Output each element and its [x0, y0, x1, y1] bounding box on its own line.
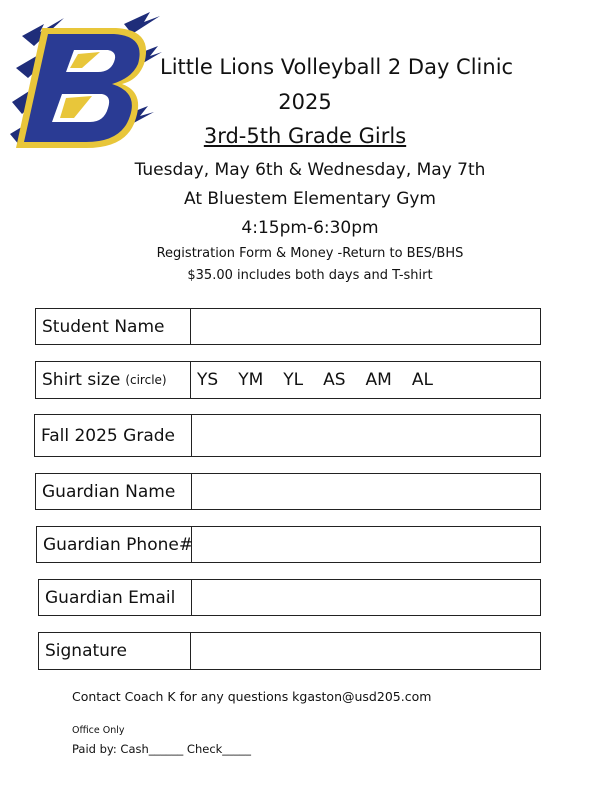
signature-label: Signature: [39, 633, 191, 669]
fall-grade-label: Fall 2025 Grade: [35, 415, 192, 456]
signature-field[interactable]: [191, 633, 540, 669]
size-option-ys[interactable]: YS: [197, 370, 219, 390]
bluestem-b-logo-icon: [4, 6, 164, 156]
student-name-row: [35, 308, 541, 345]
size-option-as[interactable]: AS: [323, 370, 346, 390]
size-option-am[interactable]: AM: [365, 370, 392, 390]
clinic-time: 4:15pm-6:30pm: [241, 218, 379, 238]
grade-heading: 3rd-5th Grade Girls: [203, 124, 407, 148]
shirt-size-row: [35, 361, 541, 399]
shirt-size-label-cell: [36, 362, 191, 398]
guardian-email-row: [38, 579, 541, 616]
registration-note: Registration Form & Money -Return to BES/BHS: [156, 246, 464, 261]
guardian-name-row: [35, 473, 541, 510]
fall-grade-field[interactable]: [192, 415, 540, 456]
office-only-label: Office Only: [72, 725, 125, 736]
guardian-phone-field[interactable]: [192, 527, 540, 562]
signature-row: [38, 632, 541, 670]
clinic-dates: Tuesday, May 6th & Wednesday, May 7th: [134, 160, 486, 180]
clinic-year: 2025: [278, 90, 332, 114]
guardian-email-label: Guardian Email: [39, 580, 192, 615]
size-option-al[interactable]: AL: [411, 370, 433, 390]
guardian-phone-label: Guardian Phone#: [37, 527, 192, 562]
guardian-phone-row: [36, 526, 541, 563]
shirt-size-label: Shirt size: [42, 370, 121, 390]
price-note: $35.00 includes both days and T-shirt: [187, 268, 433, 283]
paid-by-line: Paid by: Cash______ Check_____: [72, 742, 252, 756]
shirt-size-note: (circle): [125, 373, 167, 387]
contact-note: Contact Coach K for any questions kgaston@usd205.com: [72, 689, 432, 704]
guardian-email-field[interactable]: [192, 580, 540, 615]
clinic-location: At Bluestem Elementary Gym: [183, 189, 436, 209]
student-name-field[interactable]: [191, 309, 540, 344]
size-option-yl[interactable]: YL: [283, 370, 304, 390]
student-name-label: Student Name: [36, 309, 191, 344]
shirt-size-options: [191, 362, 540, 398]
guardian-name-field[interactable]: [192, 474, 540, 509]
clinic-title: Little Lions Volleyball 2 Day Clinic: [160, 55, 514, 79]
guardian-name-label: Guardian Name: [36, 474, 192, 509]
size-option-ym[interactable]: YM: [238, 370, 264, 390]
fall-grade-row: [34, 414, 541, 457]
